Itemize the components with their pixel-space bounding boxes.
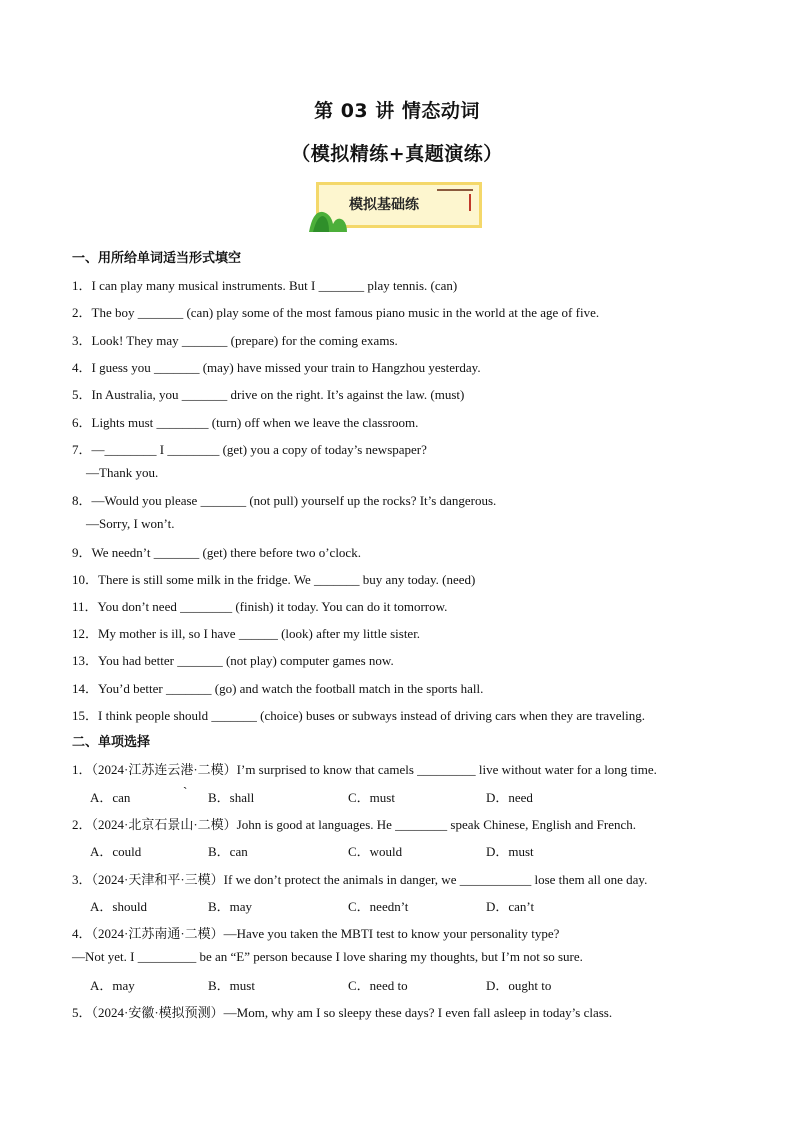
fill-item-4: 4．I guess you _______ (may) have missed your train to Hangzhou yesterday. <box>72 360 481 375</box>
fill-item-9: 9．We needn’t _______ (get) there before two o’clock. <box>72 545 361 560</box>
fill-item-5: 5．In Australia, you _______ drive on the right. It’s against the law. (must) <box>72 387 465 402</box>
mc-1-option-d: D．need <box>486 790 533 805</box>
mc-4-option-c: C．need to <box>348 978 408 993</box>
fill-item-11: 11．You don’t need ________ (finish) it today. You can do it tomorrow. <box>72 599 448 614</box>
mc-question-2: 2．（2024·北京石景山·二模）John is good at languages. He ________ speak Chinese, English and French. <box>72 817 636 832</box>
mc-2-option-c: C．would <box>348 844 403 859</box>
mc-4-option-d: D．ought to <box>486 978 552 993</box>
fill-item-6: 6．Lights must ________ (turn) off when we leave the classroom. <box>72 415 419 430</box>
mc-1-option-c: C．must <box>348 790 395 805</box>
mc-question-3: 3．（2024·天津和平·三模）If we don’t protect the animals in danger, we ___________ lose them all one day. <box>72 872 648 887</box>
mc-question-5: 5．（2024·安徽·模拟预测）—Mom, why am I so sleepy these days? I even fall asleep in today’s class. <box>72 1005 613 1020</box>
banner-label: 模拟基础练 <box>349 197 419 213</box>
mc-3-option-c: C．needn’t <box>348 899 409 914</box>
mc-3-option-d: D．can’t <box>486 899 535 914</box>
mc-3-option-b: B．may <box>208 899 253 914</box>
mc-3-option-a: A．should <box>90 899 148 914</box>
fill-item-8: 8．—Would you please _______ (not pull) yourself up the rocks? It’s dangerous. <box>72 493 497 508</box>
fill-item-12: 12．My mother is ill, so I have ______ (look) after my little sister. <box>72 626 421 641</box>
section-1-heading: 一、用所给单词适当形式填空 <box>72 251 242 266</box>
fill-item-3: 3．Look! They may _______ (prepare) for the coming exams. <box>72 333 398 348</box>
fill-item-8-reply: —Sorry, I won’t. <box>86 516 175 531</box>
fill-item-1: 1．I can play many musical instruments. But I _______ play tennis. (can) <box>72 278 458 293</box>
mc-question-4: 4．（2024·江苏南通·二模）—Have you taken the MBTI test to know your personality type? <box>72 926 560 941</box>
fill-item-15: 15．I think people should _______ (choice) buses or subways instead of driving cars when they are traveling. <box>72 708 645 723</box>
fill-item-7-reply: —Thank you. <box>86 465 159 480</box>
section-2-heading: 二、单项选择 <box>72 735 151 750</box>
mc-question-4-reply: —Not yet. I _________ be an “E” person because I love sharing my thoughts, but I’m not so sure. <box>72 949 583 964</box>
mc-2-option-a: A．could <box>90 844 142 859</box>
mc-1-stray-mark: ` <box>183 784 188 799</box>
banner-decoration-line <box>437 189 473 191</box>
fill-item-14: 14．You’d better _______ (go) and watch the football match in the sports hall. <box>72 681 484 696</box>
mc-2-option-b: B．can <box>208 844 248 859</box>
mc-2-option-d: D．must <box>486 844 534 859</box>
page-title: 第 03 讲 情态动词 <box>314 100 480 122</box>
mc-1-option-a: A．can <box>90 790 131 805</box>
section-banner <box>309 182 484 232</box>
hills-icon <box>309 204 349 232</box>
mc-question-1: 1．（2024·江苏连云港·二模）I’m surprised to know that camels _________ live without water for a long time. <box>72 762 657 777</box>
mc-1-option-b: B．shall <box>208 790 255 805</box>
banner-decoration-bar <box>469 194 471 211</box>
fill-item-13: 13．You had better _______ (not play) computer games now. <box>72 653 394 668</box>
mc-4-option-a: A．may <box>90 978 135 993</box>
fill-item-7: 7．—________ I ________ (get) you a copy of today’s newspaper? <box>72 442 427 457</box>
fill-item-10: 10．There is still some milk in the fridge. We _______ buy any today. (need) <box>72 572 476 587</box>
mc-4-option-b: B．must <box>208 978 255 993</box>
page-subtitle: （模拟精练+真题演练） <box>291 143 503 165</box>
fill-item-2: 2．The boy _______ (can) play some of the most famous piano music in the world at the age of five. <box>72 305 600 320</box>
